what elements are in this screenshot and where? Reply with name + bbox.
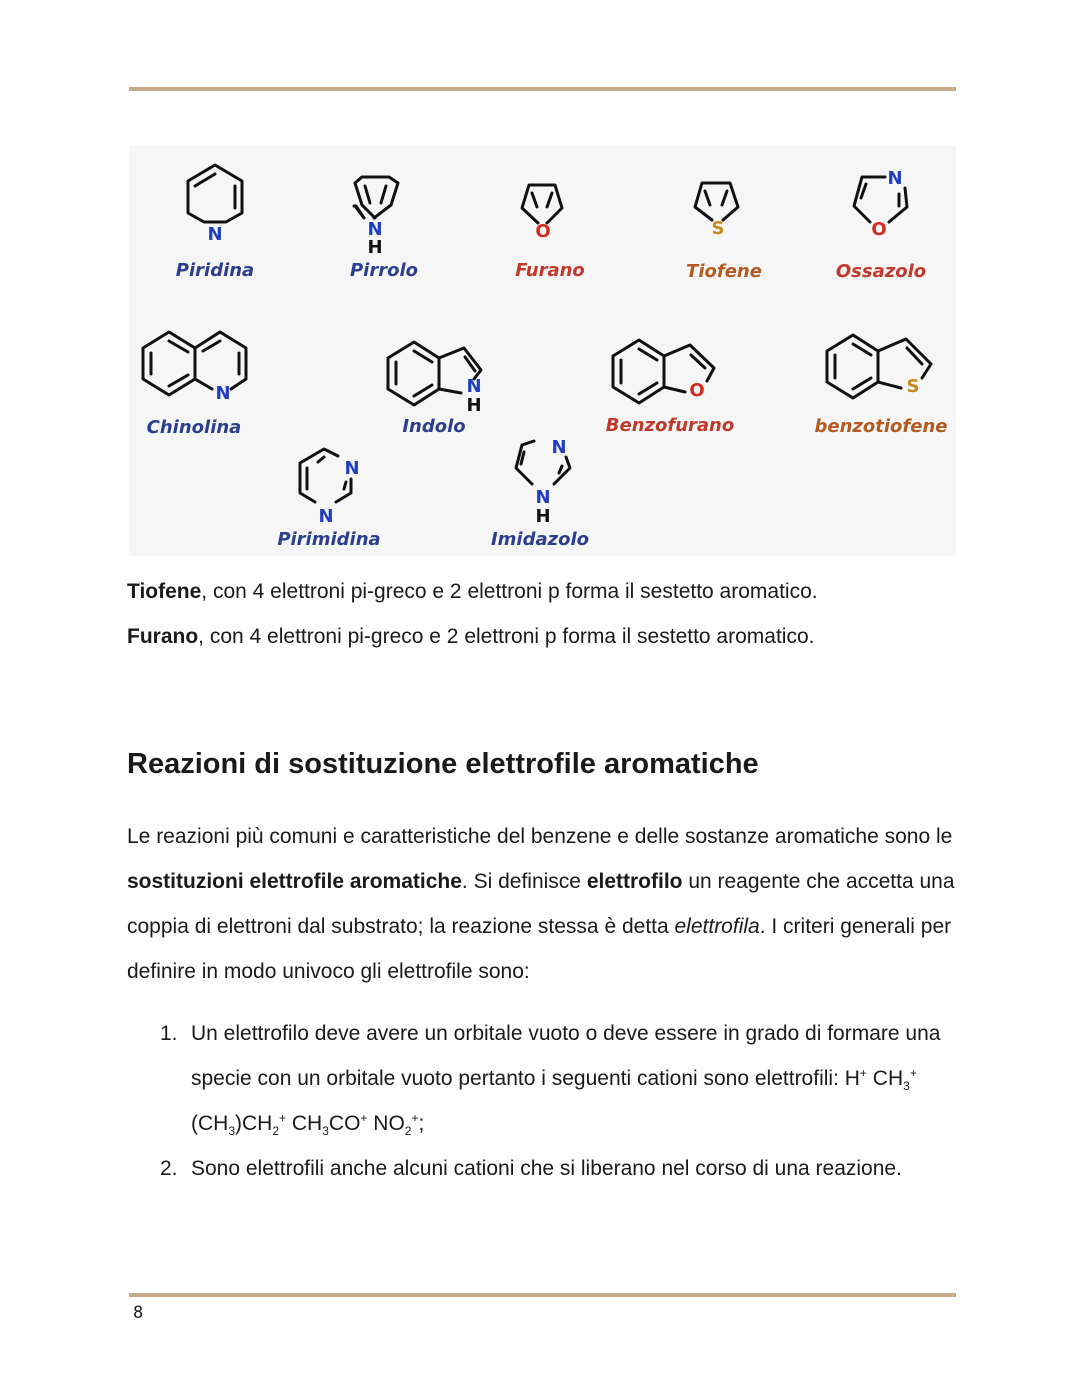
benzofurano-atom-o: O — [689, 380, 705, 401]
term-elettrofila: elettrofila — [674, 915, 760, 938]
chinolina-structure — [143, 332, 246, 395]
ossazolo-atom-n: N — [887, 168, 903, 189]
paragraph-text-1: Le reazioni più comuni e caratteristiche del benzene e delle sostanze aromatiche sono le — [127, 825, 953, 848]
tiofene-description: , con 4 elettroni pi-greco e 2 elettroni p forma il sestetto aromatico. — [201, 580, 818, 603]
furano-term: Furano — [127, 625, 199, 648]
furano-structure — [522, 185, 562, 223]
pirimidina-atom-n1: N — [344, 458, 360, 479]
list-item — [160, 1146, 950, 1191]
cation-formulas: H+ $CH_3^+$ $(CH_3)CH_2^+$ $CH_3CO^+$ $NO_2^+$; — [191, 1066, 917, 1139]
imidazolo-atom-n2: N — [535, 487, 551, 508]
heterocycles-figure — [129, 146, 956, 556]
indolo-atom-n: N — [466, 376, 482, 397]
label-indolo: Indolo — [402, 416, 466, 437]
ossazolo-atom-o: O — [871, 219, 887, 240]
pirimidina-structure — [300, 449, 351, 502]
benzotiofene-atom-s: S — [906, 376, 920, 397]
pirrolo-structure — [354, 177, 398, 218]
piridina-structure — [188, 165, 242, 222]
tiofene-atom-s: S — [711, 218, 725, 239]
term-elettrofilo: elettrofilo — [586, 870, 683, 893]
label-piridina: Piridina — [175, 260, 255, 281]
header-rule — [129, 87, 956, 91]
label-pirrolo: Pirrolo — [349, 260, 419, 281]
furano-atom-o: O — [535, 221, 551, 242]
criteria-list — [160, 1011, 950, 1191]
paragraph-text-3: un reagente che accetta una coppia di elettroni dal substrato; la reazione stessa è detta — [127, 870, 955, 938]
label-imidazolo: Imidazolo — [490, 529, 590, 550]
list-item-text: Sono elettrofili anche alcuni cationi che si liberano nel corso di una reazione. — [191, 1157, 902, 1180]
list-number: 1. — [160, 1022, 178, 1045]
paragraph-text-2: . Si definisce — [461, 870, 587, 893]
list-item-text: Un elettrofilo deve avere un orbitale vuoto o deve essere in grado di formare una specie con un orbitale vuoto pertanto i seguenti cationi sono elettrofili: — [191, 1022, 941, 1090]
footer-rule — [129, 1293, 956, 1297]
section-heading: Reazioni di sostituzione elettrofile aromatiche — [127, 748, 759, 780]
label-chinolina: Chinolina — [146, 417, 242, 438]
label-ossazolo: Ossazolo — [835, 261, 927, 282]
page-number: 8 — [133, 1303, 144, 1323]
term-sostituzioni: sostituzioni elettrofile aromatiche — [127, 870, 462, 893]
furano-sentence — [127, 614, 967, 659]
pirrolo-atom-h: H — [367, 237, 383, 258]
label-tiofene: Tiofene — [686, 261, 762, 282]
list-number: 2. — [160, 1157, 178, 1180]
pirrolo-atom-n: N — [367, 219, 383, 240]
tiofene-term: Tiofene — [127, 580, 202, 603]
piridina-atom-n: N — [207, 224, 223, 245]
imidazolo-atom-h: H — [535, 506, 551, 527]
imidazolo-atom-n1: N — [551, 437, 567, 458]
label-pirimidina: Pirimidina — [277, 529, 381, 550]
paragraph-text-4: . I criteri generali per definire in modo univoco gli elettrofile sono: — [127, 915, 952, 983]
tiofene-sentence — [127, 569, 967, 614]
label-benzofurano: Benzofurano — [605, 415, 735, 436]
chinolina-atom-n: N — [215, 383, 231, 404]
list-item — [160, 1011, 950, 1146]
section-paragraph — [127, 814, 967, 994]
label-furano: Furano — [515, 260, 585, 281]
heterocycles-drawing — [129, 146, 956, 556]
label-benzotiofene: benzotiofene — [814, 416, 948, 437]
furano-description: , con 4 elettroni pi-greco e 2 elettroni p forma il sestetto aromatico. — [198, 625, 815, 648]
indolo-atom-h: H — [466, 395, 482, 416]
tiofene-structure — [695, 183, 738, 220]
pirimidina-atom-n2: N — [318, 506, 334, 527]
